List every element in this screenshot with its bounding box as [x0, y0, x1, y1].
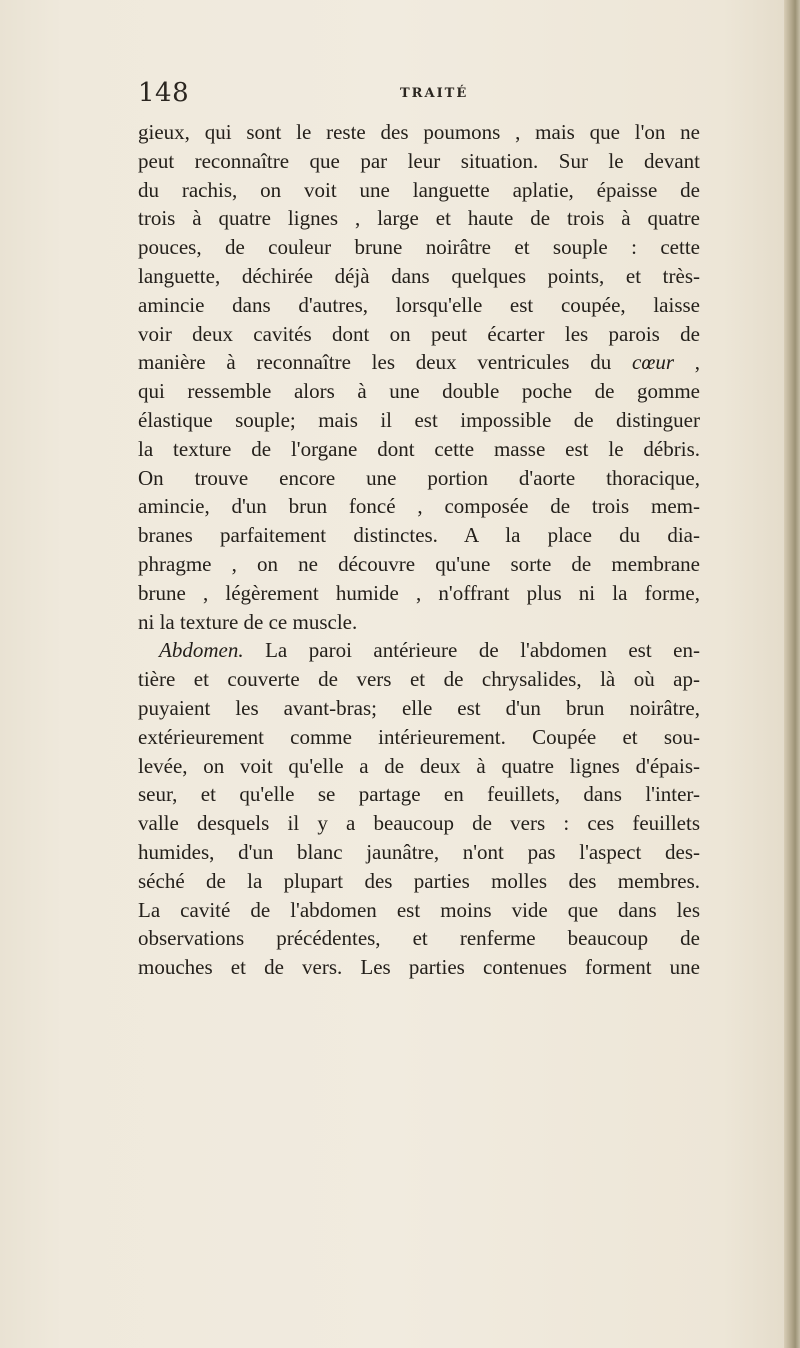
- text-fragment: ,: [674, 350, 701, 375]
- text-line: qui ressemble alors à une double poche de gomme: [138, 379, 700, 404]
- text-line-coeur: [138, 348, 700, 377]
- text-line-short: ni la texture de ce muscle.: [138, 609, 358, 634]
- section-heading-line: [138, 636, 700, 665]
- text-line: La cavité de l'abdomen est moins vide que dans les: [138, 897, 700, 922]
- body-text: [138, 118, 700, 982]
- text-line: pouces, de couleur brune noirâtre et souple : cette: [138, 235, 700, 260]
- text-line: phragme , on ne découvre qu'une sorte de membrane: [138, 551, 700, 576]
- text-line: brune , légèrement humide , n'offrant plus ni la forme,: [138, 580, 700, 605]
- text-line: puyaient les avant-bras; elle est d'un brun noirâtre,: [138, 695, 700, 720]
- text-line: du rachis, on voit une languette aplatie, épaisse de: [138, 177, 700, 202]
- page-header: [138, 78, 698, 114]
- page-number: 148: [138, 78, 190, 108]
- running-title: TRAITÉ: [400, 86, 469, 101]
- text-fragment: manière à reconnaître les deux ventricules du: [138, 350, 612, 375]
- text-line: élastique souple; mais il est impossible de distinguer: [138, 407, 700, 432]
- text-fragment: La paroi antérieure de l'abdomen est en-: [243, 638, 700, 663]
- text-line: la texture de l'organe dont cette masse est le débris.: [138, 436, 700, 461]
- text-line: seur, et qu'elle se partage en feuillets, dans l'inter-: [138, 782, 700, 807]
- text-line: languette, déchirée déjà dans quelques points, et très-: [138, 263, 700, 288]
- text-line: branes parfaitement distinctes. A la place du dia-: [138, 523, 700, 548]
- text-line: peut reconnaître que par leur situation. Sur le devant: [138, 148, 700, 173]
- text-line: observations précédentes, et renferme beaucoup de: [138, 926, 700, 951]
- text-line: trois à quatre lignes , large et haute de trois à quatre: [138, 206, 700, 231]
- coeur-word: cœur: [632, 350, 674, 375]
- text-line: levée, on voit qu'elle a de deux à quatre lignes d'épais-: [138, 753, 700, 778]
- text-line: gieux, qui sont le reste des poumons , mais que l'on ne: [138, 120, 700, 144]
- text-line: On trouve encore une portion d'aorte thoracique,: [138, 465, 700, 490]
- text-line: mouches et de vers. Les parties contenues forment une: [138, 955, 700, 980]
- text-line: amincie, d'un brun foncé , composée de trois mem-: [138, 494, 700, 519]
- text-line: voir deux cavités dont on peut écarter les parois de: [138, 321, 700, 346]
- text-line: tière et couverte de vers et de chrysalides, là où ap-: [138, 667, 700, 692]
- text-line: extérieurement comme intérieurement. Coupée et sou-: [138, 724, 700, 749]
- section-title: Abdomen.: [159, 638, 244, 663]
- text-line: humides, d'un blanc jaunâtre, n'ont pas l'aspect des-: [138, 839, 700, 864]
- text-line: valle desquels il y a beaucoup de vers : ces feuillets: [138, 811, 700, 836]
- book-spine-edge: [784, 0, 800, 1348]
- text-line: amincie dans d'autres, lorsqu'elle est coupée, laisse: [138, 292, 700, 317]
- text-line: séché de la plupart des parties molles des membres.: [138, 868, 700, 893]
